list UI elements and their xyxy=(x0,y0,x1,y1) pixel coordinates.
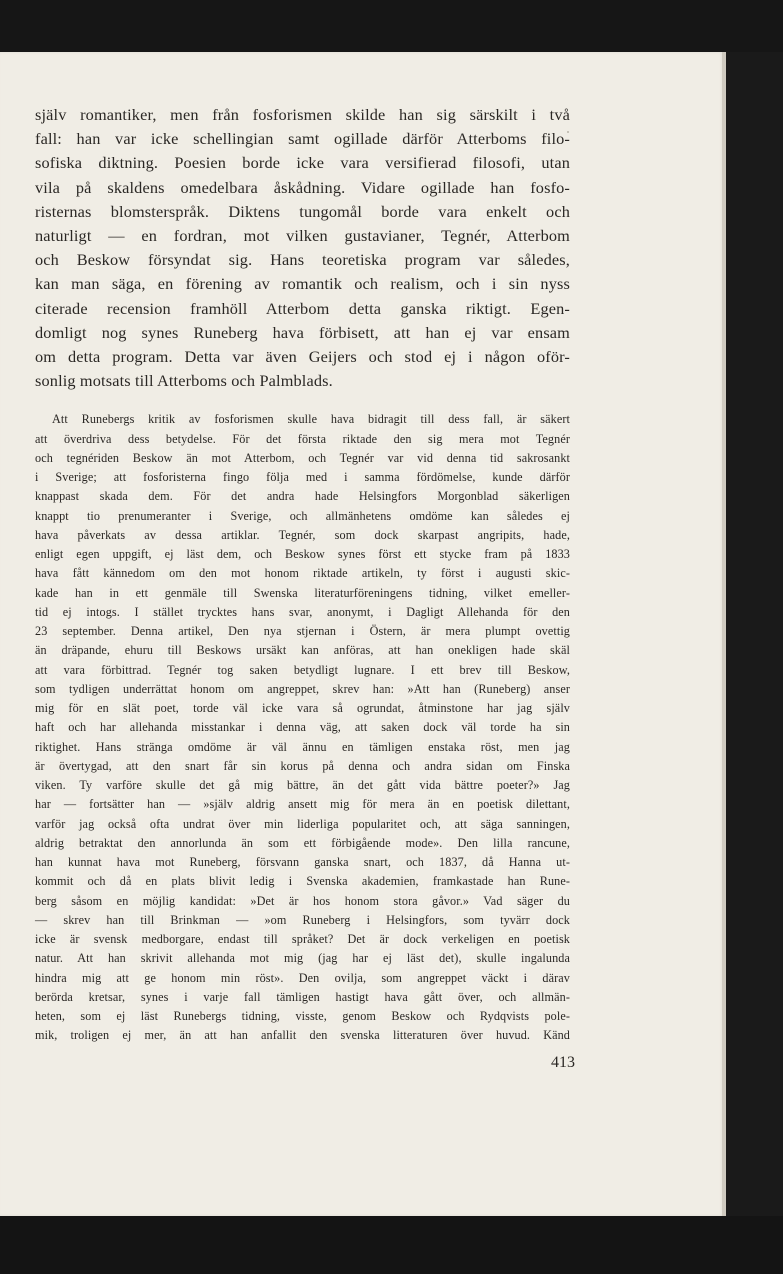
page-edge-shadow xyxy=(722,52,726,1216)
scan-background-bottom xyxy=(0,1216,783,1274)
text-line: viken. Ty varföre skulle det gå mig bättre, än det gått vida bättre poeter?» Jag xyxy=(35,778,570,792)
small-print-paragraph xyxy=(35,410,570,1045)
text-line: hindra mig att ge honom min röst». Den ovilja, som angreppet väckt i därav xyxy=(35,970,570,985)
text-line: som tydligen underrättat honom om angreppet, skrev han: »Att han (Runeberg) anser xyxy=(35,681,570,696)
text-line: mik, troligen ej mer, än att han anfallit den svenska litteraturen över huvud. Känd xyxy=(35,1028,570,1043)
text-line: naturligt — en fordran, mot vilken gustavianer, Tegnér, Atterbom xyxy=(35,225,570,245)
text-line: mig för en slät poet, torde väl icke vara så ogrundat, åtminstone har jag själv xyxy=(35,701,570,715)
text-line: vila på skaldens omedelbara åskådning. Vidare ogillade han fosfo- xyxy=(35,177,570,197)
text-line: har — fortsätter han — »själv aldrig ansett mig för mera än en poetisk dilettant, xyxy=(35,797,570,812)
text-line: natur. Att han skrivit allehanda mot mig (jag har ej läst det), skulle ingalunda xyxy=(35,951,570,966)
text-line: tid ej intogs. I stället trycktes hans svar, anonymt, i Dagligt Allehanda för den xyxy=(35,604,570,619)
text-line: domligt nog synes Runeberg hava förbisett, att han ej var ensam xyxy=(35,322,570,342)
text-line: aldrig betraktat den annorlunda än som ett förbigående mode». Den lilla rancune, xyxy=(35,835,570,850)
text-line: och tegnériden Beskow än mot Atterbom, och Tegnér var vid denna tid sakrosankt xyxy=(35,450,570,465)
text-line: sonlig motsats till Atterboms och Palmblads. xyxy=(35,371,333,391)
text-line: Att Runebergs kritik av fosforismen skulle hava bidragit till dess fall, är säkert xyxy=(52,412,570,427)
text-line: — skrev han till Brinkman — »om Runeberg i Helsingfors, som tyvärr dock xyxy=(35,912,570,927)
text-line: fall: han var icke schellingian samt ogillade därför Atterboms filo- xyxy=(35,129,570,149)
text-line: hava fått kännedom om den mot honom riktade artikeln, ty först i augusti skic- xyxy=(35,566,570,581)
text-line: risternas blomsterspråk. Diktens tungomål borde vara enkelt och xyxy=(35,201,570,221)
text-line: än dräpande, ehuru till Beskows ursäkt kan anföras, att han onekligen hade skäl xyxy=(35,643,570,658)
text-line: kommit och då en plats blivit ledig i Svenska akademien, framkastade han Rune- xyxy=(35,874,570,889)
text-line: kan man säga, en förening av romantik och realism, och i sin nyss xyxy=(35,274,570,294)
text-line: citerade recension framhöll Atterbom detta ganska riktigt. Egen- xyxy=(35,298,570,318)
text-line: berörda kretsar, synes i varje fall tämligen hastigt hava gått över, och allmän- xyxy=(35,989,570,1004)
text-line: 23 september. Denna artikel, Den nya stjernan i Östern, är mera plumpt ovettig xyxy=(35,624,570,638)
scan-background-top xyxy=(0,0,783,52)
text-line: haft och har allehanda misstankar i denna väg, att saken dock väl torde ha sin xyxy=(35,720,570,735)
text-line: och Beskow försyndat sig. Hans teoretiska program var således, xyxy=(35,250,570,270)
text-line: är övertygad, att den snart får sin korus på denna och andra sidan om Finska xyxy=(35,758,570,773)
text-line: knappt tio prenumeranter i Sverige, och allmänhetens omdöme kan således ej xyxy=(35,508,570,523)
text-line: sofiska diktning. Poesien borde icke vara versifierad filosofi, utan xyxy=(35,153,570,173)
text-line: han kunnat hava mot Runeberg, försvann ganska snart, och 1837, då Hanna ut- xyxy=(35,855,570,869)
text-line: själv romantiker, men från fosforismen skilde han sig särskilt i två xyxy=(35,105,570,124)
main-paragraph xyxy=(35,103,570,393)
text-line: att vara förbittrad. Tegnér tog saken betydligt lugnare. I ett brev till Beskow, xyxy=(35,662,570,677)
text-line: riktighet. Hans stränga omdöme är väl ännu en tämligen enstaka röst, men jag xyxy=(35,739,570,754)
text-line: enligt egen uppgift, ej läst dem, och Beskow synes först ett stycke fram på 1833 xyxy=(35,547,570,561)
text-line: icke är svensk medborgare, endast till språket? Det är dock verkeligen en poetisk xyxy=(35,932,570,946)
text-line: om detta program. Detta var även Geijers och stod ej i någon oför- xyxy=(35,346,570,366)
text-line: heten, som ej läst Runebergs tidning, visste, genom Beskow och Rydqvists pole- xyxy=(35,1009,570,1023)
text-line: berg såsom en möjlig kandidat: »Det är hos honom stora gåvor.» Vad säger du xyxy=(35,893,570,908)
text-line: knappast skada dem. För det andra hade Helsingfors Morgonblad säkerligen xyxy=(35,489,570,504)
text-line: att överdriva dess betydelse. För det första riktade den sig mera mot Tegnér xyxy=(35,431,570,446)
page-number: 413 xyxy=(551,1054,575,1071)
page-body xyxy=(35,103,570,1046)
text-line: hava påverkats av dessa artiklar. Tegnér, som dock skarpast angripits, hade, xyxy=(35,527,570,542)
text-line: varför jag också ofta undrat över min liderliga popularitet och, att säga sanningen, xyxy=(35,816,570,831)
text-line: i Sverige; att fosforisterna fingo följa med i samma fördömelse, kunde därför xyxy=(35,470,570,484)
text-line: kade han in ett genmäle till Swenska literaturföreningens tidning, vilket emeller- xyxy=(35,585,570,600)
